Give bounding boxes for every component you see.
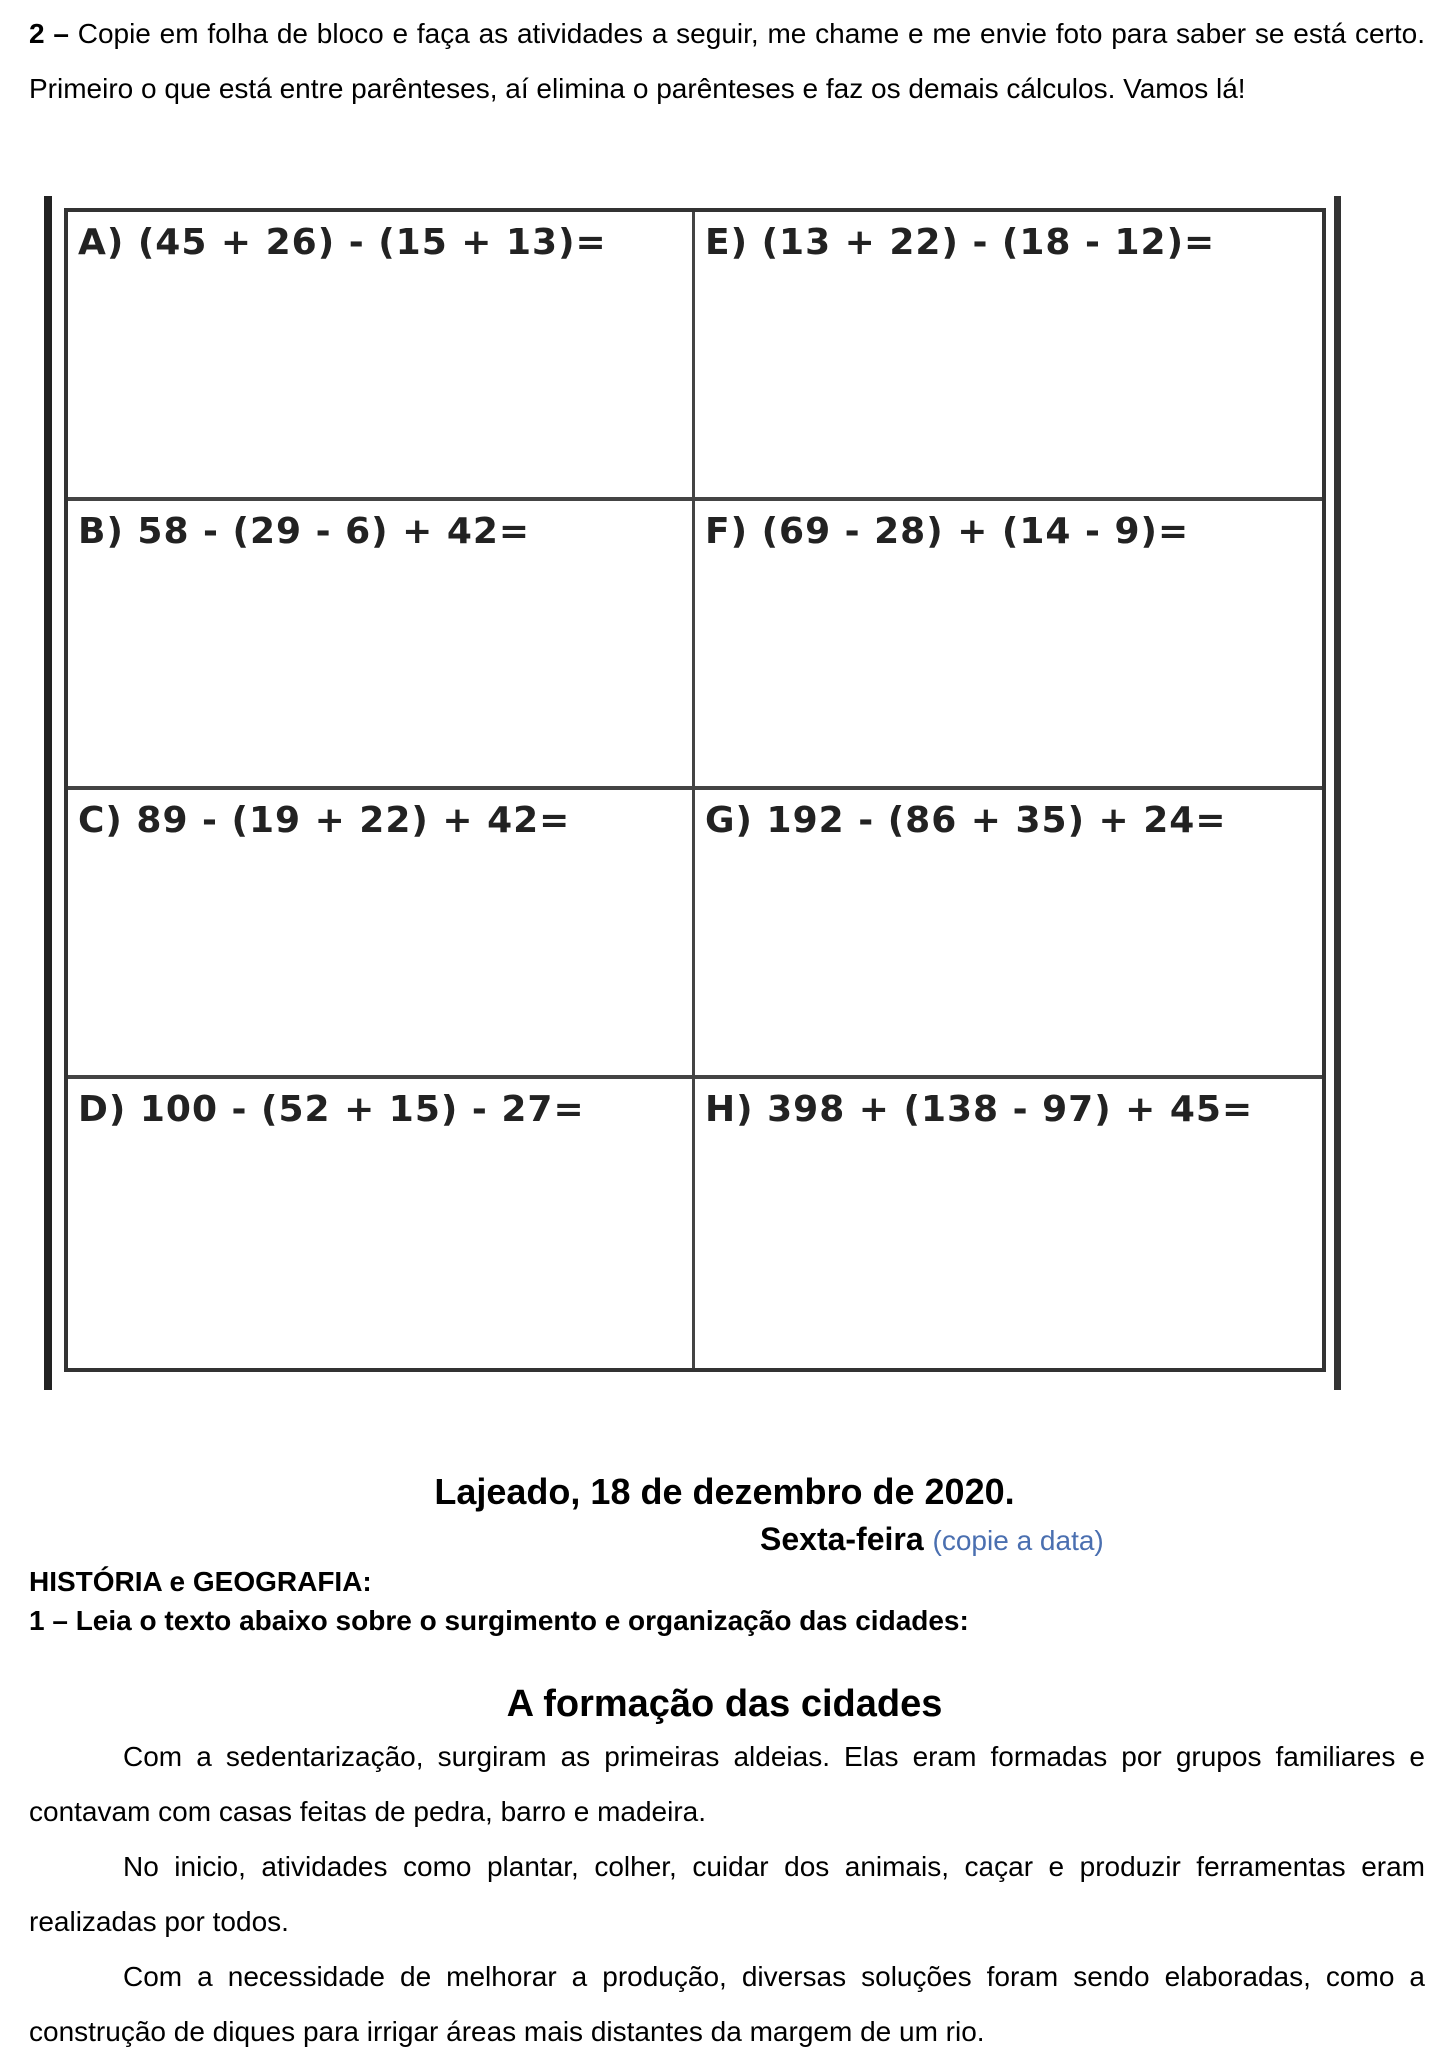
sheet-right-border: [1334, 196, 1341, 1390]
date-heading: Lajeado, 18 de dezembro de 2020.: [434, 1471, 1015, 1512]
article-paragraph: Com a necessidade de melhorar a produção, diversas soluções foram sendo elaboradas, como a construção de diques para irrigar áreas mais distantes da margem de um rio.: [29, 1961, 1425, 2047]
sheet-left-border: [44, 196, 52, 1390]
exercise-c: C) 89 - (19 + 22) + 42=: [68, 790, 695, 1079]
exercise-h: H) 398 + (138 - 97) + 45=: [705, 1089, 1254, 1130]
exercise-grid: [64, 208, 1326, 1372]
article-paragraph: No inicio, atividades como plantar, colher, cuidar dos animais, caçar e produzir ferramentas eram realizadas por todos.: [29, 1851, 1425, 1937]
article-paragraph: Com a sedentarização, surgiram as primeiras aldeias. Elas eram formadas por grupos familiares e contavam com casas feitas de pedra, barro e madeira.: [29, 1741, 1425, 1827]
exercise-g: G) 192 - (86 + 35) + 24=: [695, 790, 1322, 1079]
exercise-e: E) (13 + 22) - (18 - 12)=: [695, 212, 1322, 501]
task-instruction: 1 – Leia o texto abaixo sobre o surgimento e organização das cidades:: [29, 1605, 969, 1636]
article-body: [29, 1729, 1425, 2059]
subject-heading: HISTÓRIA e GEOGRAFIA:: [29, 1566, 372, 1597]
exercise-sheet-image: [44, 196, 1346, 1390]
intro-text: Copie em folha de bloco e faça as atividades a seguir, me chame e me envie foto para saber se está certo. Primeiro o que está entre parênteses, aí elimina o parênteses e faz os demais cálculos. Vamos lá!: [29, 18, 1425, 104]
exercise-a: A) (45 + 26) - (15 + 13)=: [68, 212, 695, 501]
intro-instruction: [29, 6, 1425, 116]
exercise-f: F) (69 - 28) + (14 - 9)=: [695, 501, 1322, 790]
weekday-hint: (copie a data): [932, 1525, 1104, 1556]
weekday-heading: [760, 1521, 1104, 1558]
exercise-d: D) 100 - (52 + 15) - 27=: [68, 1079, 695, 1368]
weekday-label: Sexta-feira: [760, 1521, 924, 1557]
exercise-b: B) 58 - (29 - 6) + 42=: [68, 501, 695, 790]
intro-number: 2 –: [29, 18, 69, 49]
article-title: A formação das cidades: [506, 1683, 943, 1725]
